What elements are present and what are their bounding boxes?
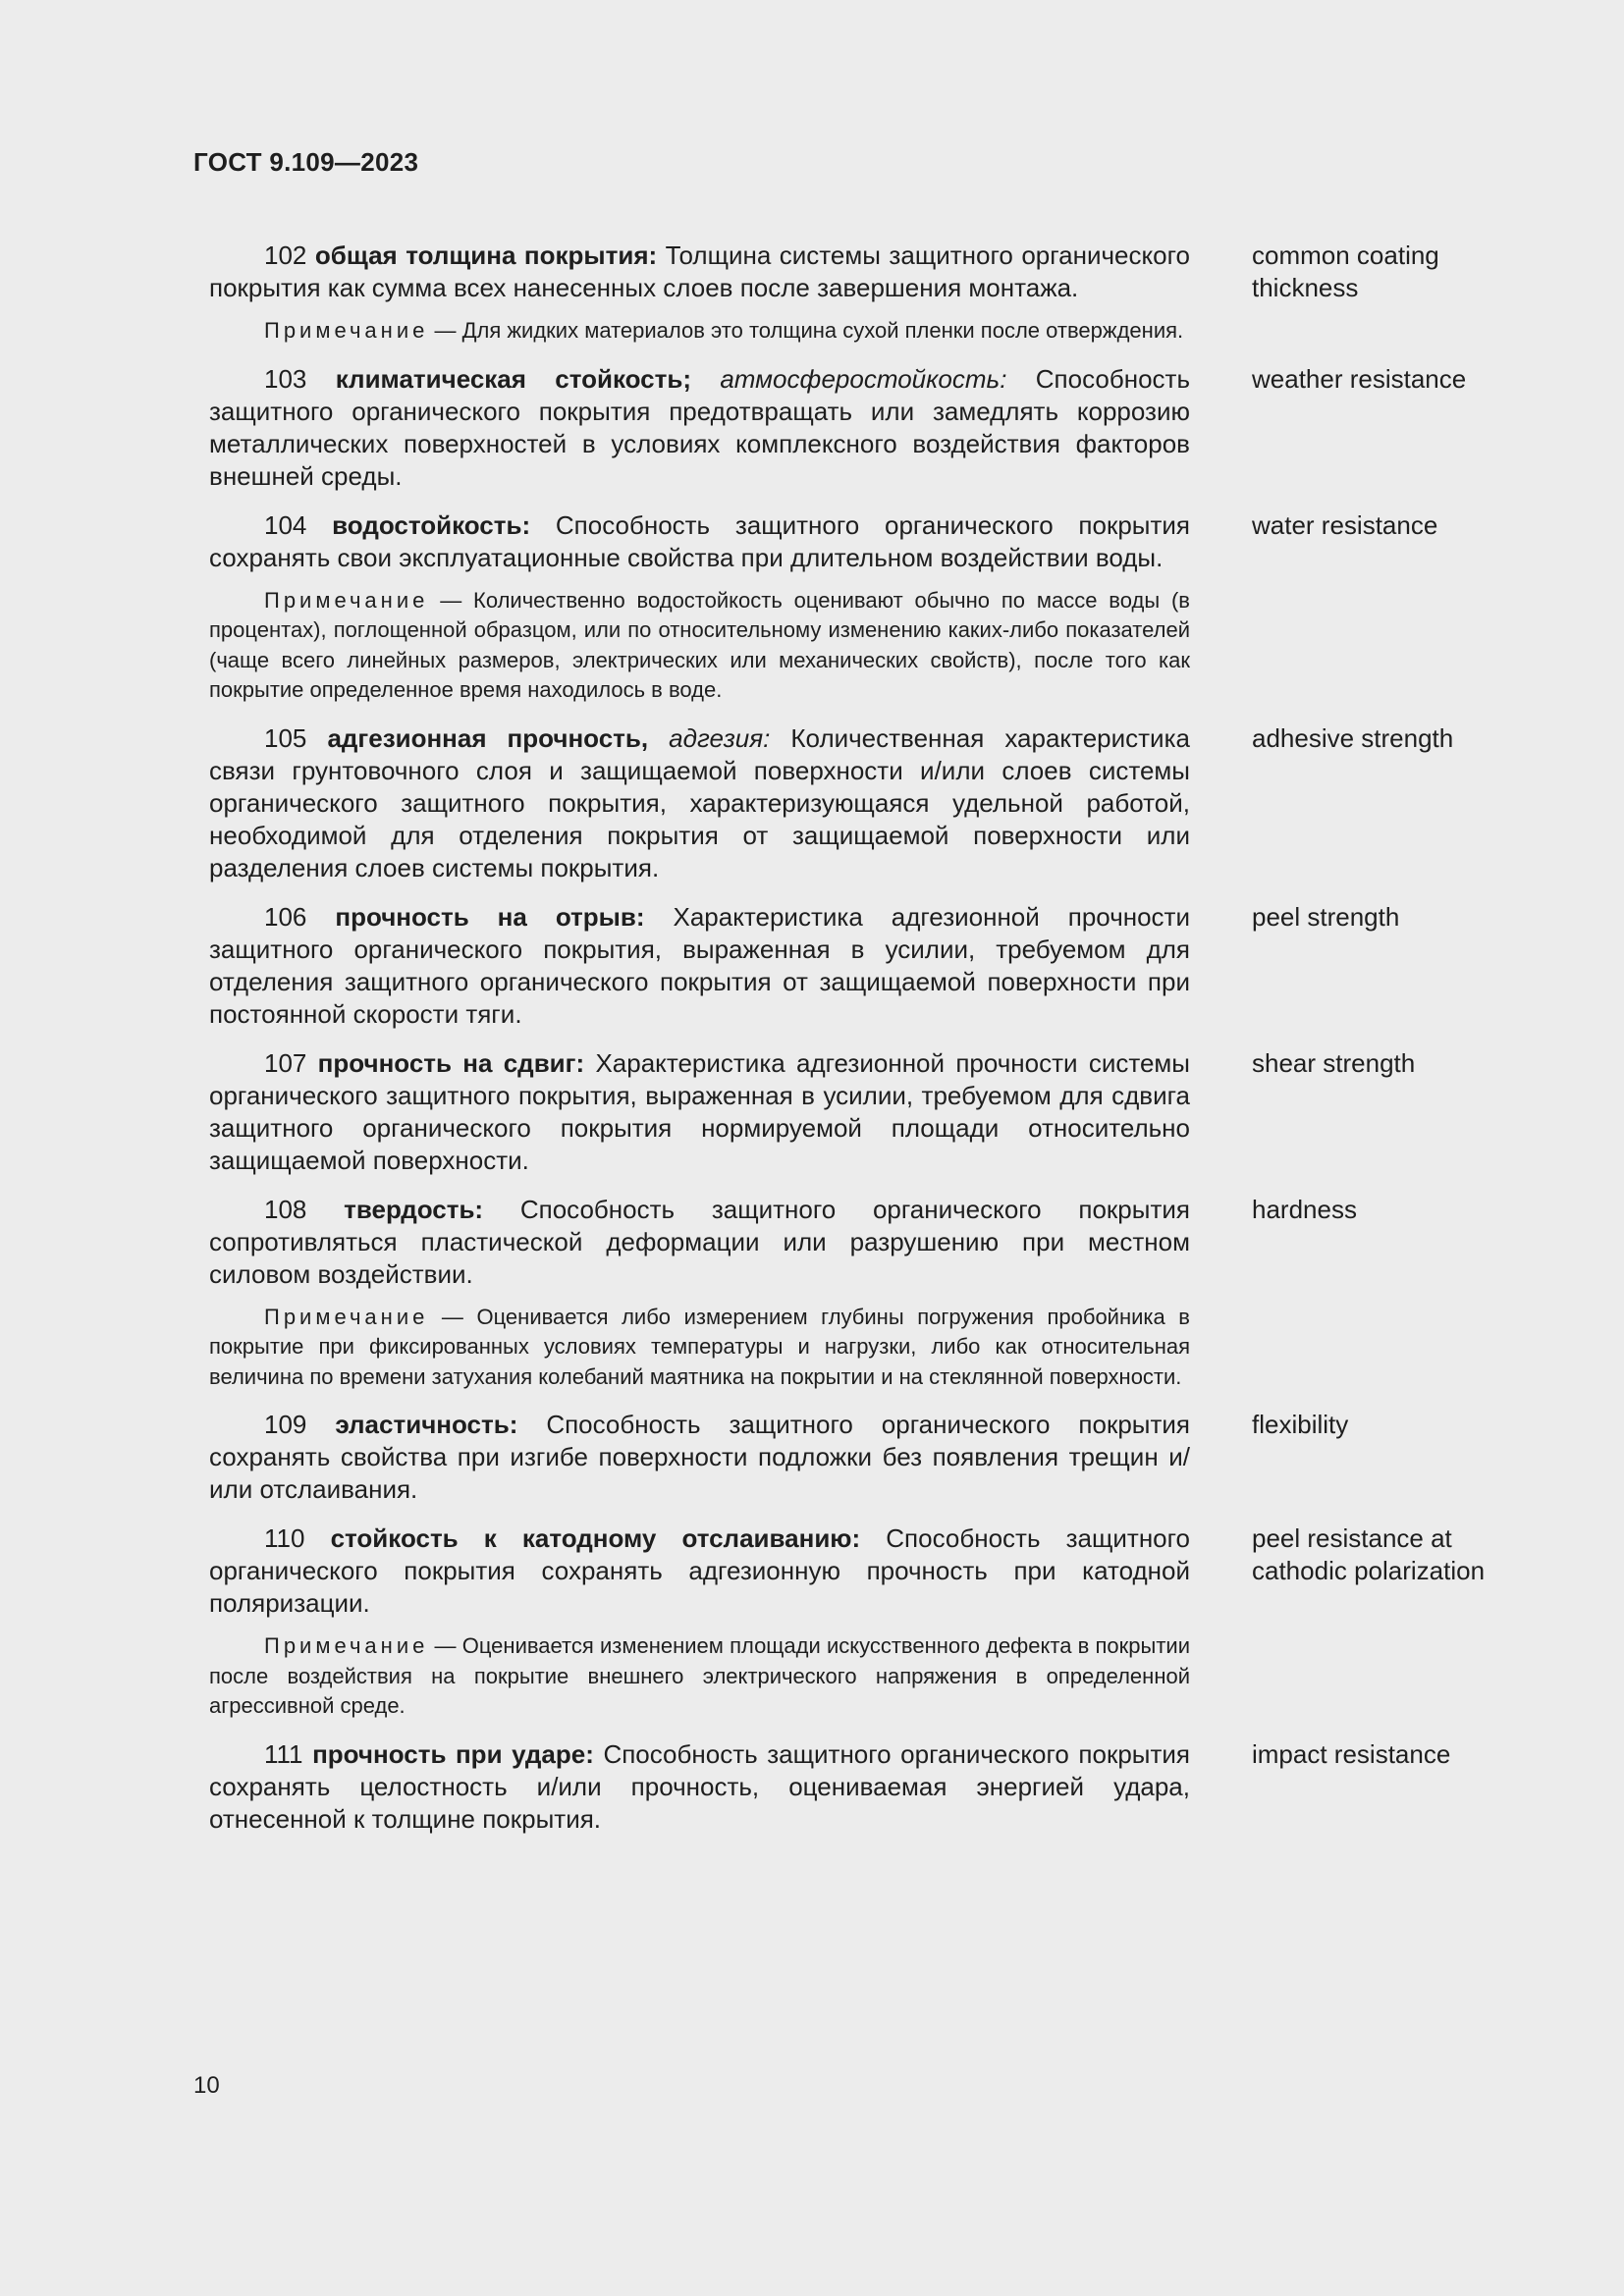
entry-spacer [209, 1177, 1486, 1194]
term-name: прочность на сдвиг: [317, 1047, 585, 1078]
english-equivalent: common coating thickness [1252, 240, 1439, 302]
term-entry [209, 901, 1486, 1031]
note-label: Примечание [264, 587, 429, 613]
definition-text: Способность защитного органического покрытия предотвращать или замедлять коррозию металлических поверхностей в условиях комплексного воздействия факторов внешней среды. [209, 363, 1190, 491]
term-definition [209, 722, 1190, 884]
note-text: — Оценивается либо измерением глубины погружения пробойника в покрытие при фиксированных условиях температуры и нагрузки, либо как относительная величина по времени затухания колебаний маятника на покрытии и на стеклянной поверхности. [209, 1304, 1190, 1389]
english-equivalent: peel resistance at cathodic polarization [1252, 1523, 1486, 1585]
english-equivalent: flexibility [1252, 1410, 1349, 1439]
term-name: общая толщина покрытия: [314, 240, 658, 270]
term-entry [209, 1738, 1486, 1836]
term-entry [209, 363, 1486, 493]
term-number: 103 [264, 363, 307, 394]
term-note [209, 316, 1190, 347]
term-number: 108 [264, 1194, 307, 1224]
term-name: климатическая стойкость; [335, 363, 692, 394]
entry-spacer [209, 706, 1486, 722]
term-definition [209, 363, 1190, 493]
term-entry [209, 722, 1486, 884]
definition-text: Способность защитного органического покрытия сохранять свои эксплуатационные свойства при длительном воздействии воды. [209, 509, 1190, 572]
term-definition [209, 1047, 1190, 1177]
term-definition-block [209, 240, 1190, 347]
term-definition-block [209, 901, 1190, 1031]
term-definition [209, 240, 1190, 304]
english-equivalent: weather resistance [1252, 363, 1467, 394]
term-name: прочность при ударе: [312, 1738, 594, 1769]
term-name: стойкость к катодному отслаиванию: [330, 1523, 861, 1553]
english-equivalent: adhesive strength [1252, 722, 1454, 753]
term-entry [209, 1522, 1486, 1722]
entry-spacer [209, 1392, 1486, 1409]
definition-text: Способность защитного органического покрытия сохранять целостность и/или прочность, оцениваемая энергией удара, отнесенной к толщине покрытия. [209, 1738, 1190, 1834]
term-definition [209, 1194, 1190, 1291]
term-entry [209, 1409, 1486, 1506]
term-definition [209, 901, 1190, 1031]
term-definition [209, 1522, 1190, 1620]
entry-spacer [209, 884, 1486, 901]
english-equivalent: hardness [1252, 1194, 1357, 1224]
entry-spacer [209, 493, 1486, 509]
term-number: 104 [264, 509, 307, 540]
term-definition-block [209, 1738, 1190, 1836]
term-note [209, 586, 1190, 706]
english-equivalent: shear strength [1252, 1047, 1416, 1078]
definition-text: Способность защитного органического покрытия сохранять свойства при изгибе поверхности подложки без появления трещин и/или отслаивания. [209, 1410, 1190, 1504]
term-number: 107 [264, 1047, 307, 1078]
term-definition-block [209, 363, 1190, 493]
term-entry [209, 509, 1486, 706]
term-definition-block [209, 722, 1190, 884]
document-header: ГОСТ 9.109—2023 [193, 147, 419, 177]
entry-spacer [209, 347, 1486, 363]
english-equivalent: impact resistance [1252, 1738, 1451, 1769]
definition-text: Характеристика адгезионной прочности системы органического защитного покрытия, выраженная в усилии, требуемом для сдвига защитного органического покрытия нормируемой площади относительно защищаемой поверхности. [209, 1047, 1190, 1175]
term-name: прочность на отрыв: [335, 901, 645, 932]
term-definition [209, 1409, 1190, 1506]
term-number: 106 [264, 901, 307, 932]
definition-text: Толщина системы защитного органического покрытия как сумма всех нанесенных слоев после завершения монтажа. [209, 240, 1190, 302]
term-name: водостойкость: [332, 509, 531, 540]
term-name: адгезионная прочность, [327, 722, 649, 753]
page-number: 10 [193, 2072, 220, 2099]
term-note [209, 1631, 1190, 1722]
term-number: 105 [264, 722, 307, 753]
note-label: Примечание [264, 1304, 429, 1329]
term-number: 110 [264, 1523, 305, 1553]
term-entry [209, 1194, 1486, 1393]
note-text: — Для жидких материалов это толщина сухой пленки после отверждения. [434, 318, 1184, 343]
term-definition-block [209, 1194, 1190, 1393]
term-list [209, 240, 1486, 1836]
term-synonym: адгезия: [669, 722, 771, 753]
term-entry [209, 240, 1486, 347]
english-equivalent: peel strength [1252, 901, 1400, 932]
entry-spacer [209, 1506, 1486, 1522]
definition-text: Характеристика адгезионной прочности защитного органического покрытия, выраженная в усилии, требуемом для отделения защитного органического покрытия от защищаемой поверхности при постоянной скорости тяги. [209, 901, 1190, 1029]
term-name: эластичность: [335, 1410, 518, 1439]
term-definition-block [209, 509, 1190, 706]
definition-text: Способность защитного органического покрытия сохранять адгезионную прочность при катодной поляризации. [209, 1523, 1191, 1618]
entry-spacer [209, 1031, 1486, 1047]
term-synonym: атмосферостойкость: [720, 363, 1007, 394]
term-note [209, 1303, 1190, 1393]
term-definition [209, 1738, 1190, 1836]
term-name: твердость: [344, 1194, 484, 1224]
term-definition [209, 509, 1190, 574]
term-definition-block [209, 1047, 1190, 1177]
term-number: 111 [264, 1738, 303, 1769]
definition-text: Способность защитного органического покрытия сопротивляться пластической деформации или разрушению при местном силовом воздействии. [209, 1194, 1190, 1289]
note-label: Примечание [264, 1633, 429, 1658]
term-number: 109 [264, 1410, 307, 1439]
english-equivalent: water resistance [1252, 509, 1438, 540]
definition-text: Количественная характеристика связи грунтовочного слоя и защищаемой поверхности и/или слоев системы органического защитного покрытия, характеризующаяся удельной работой, необходимой для отделения покрытия от защищаемой поверхности или разделения слоев системы покрытия. [209, 722, 1190, 882]
note-text: — Количественно водостойкость оценивают обычно по массе воды (в процентах), поглощенной образцом, или по относительному изменению каких-либо показателей (чаще всего линейных размеров, электрических или механических свойств), после того как покрытие определенное время находилось в воде. [209, 587, 1190, 702]
term-entry [209, 1047, 1486, 1177]
term-definition-block [209, 1522, 1190, 1722]
term-number: 102 [264, 240, 307, 270]
note-label: Примечание [264, 318, 429, 343]
term-definition-block [209, 1409, 1190, 1506]
entry-spacer [209, 1722, 1486, 1738]
note-text: — Оценивается изменением площади искусственного дефекта в покрытии после воздействия на покрытие внешнего электрического напряжения в определенной агрессивной среде. [209, 1633, 1190, 1718]
